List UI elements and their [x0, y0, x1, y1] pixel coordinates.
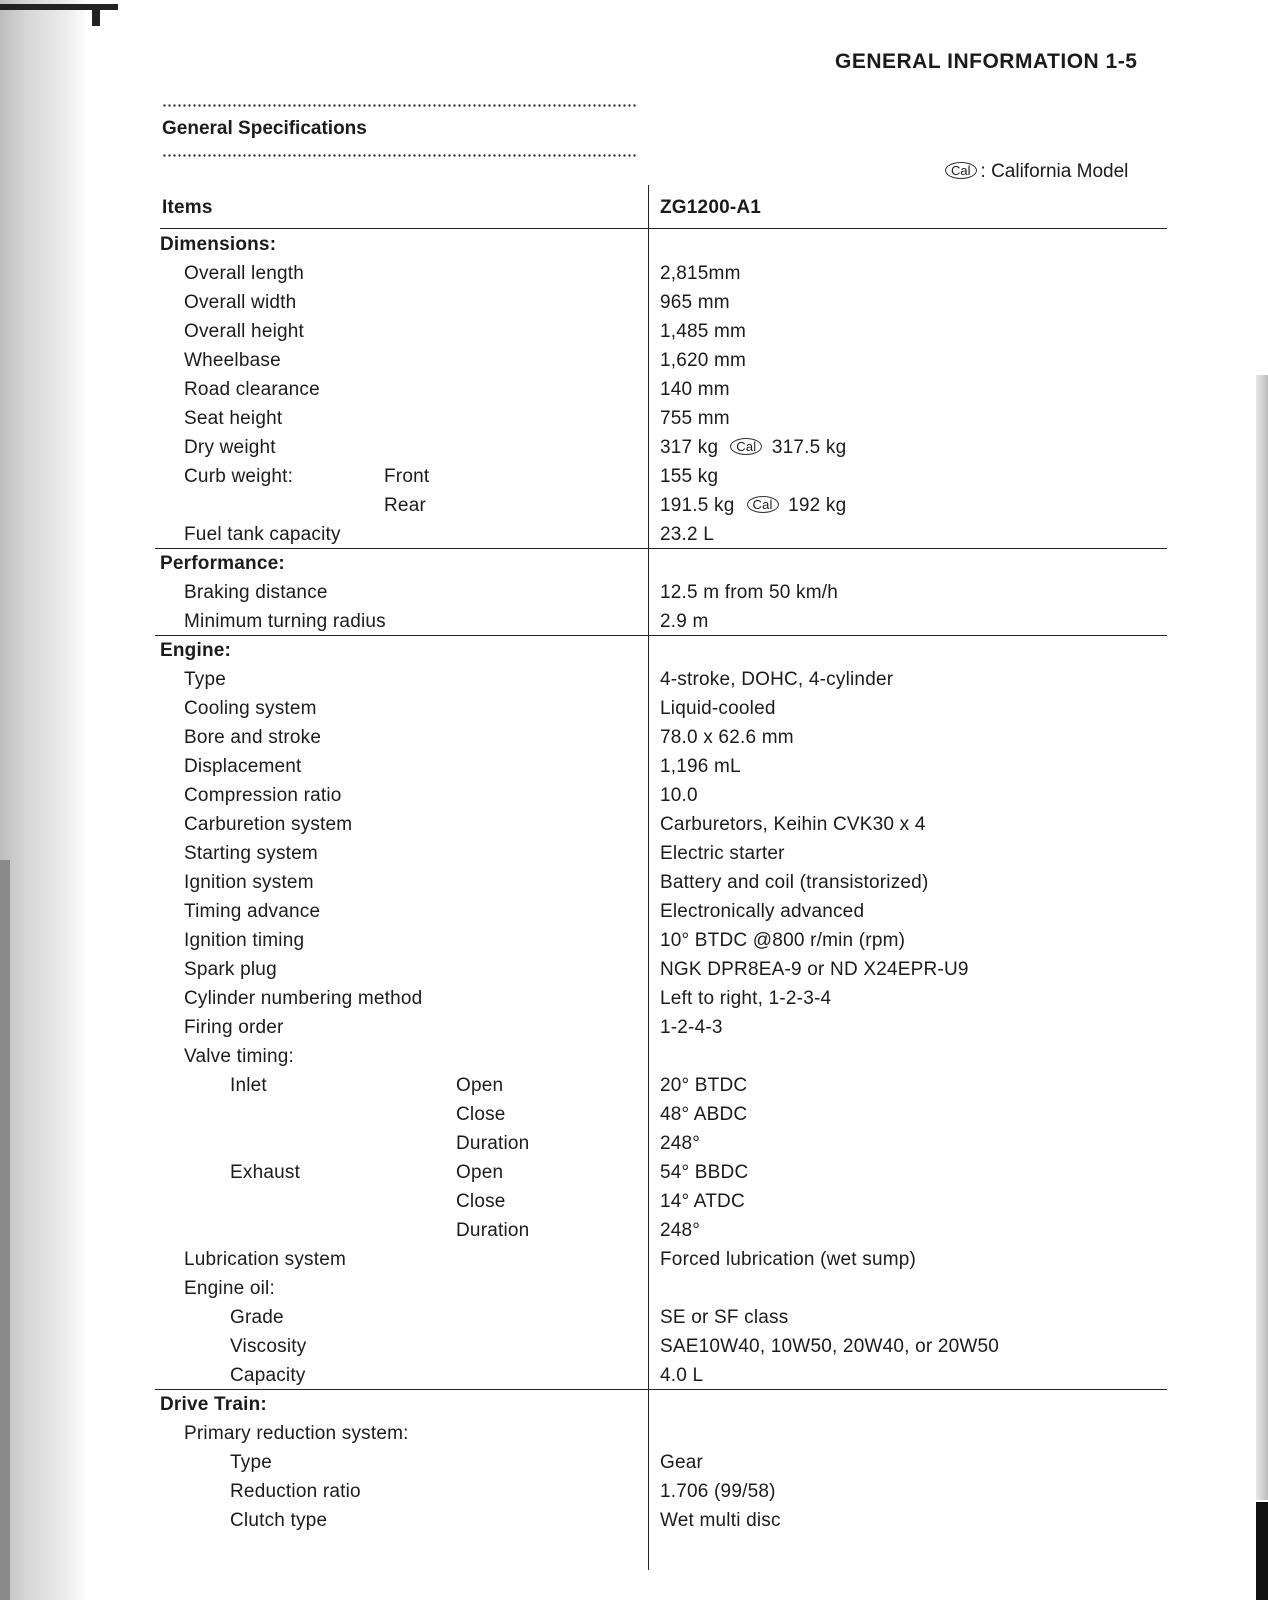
spec-item-label: Type: [184, 669, 226, 690]
running-head: GENERAL INFORMATION 1-5: [835, 50, 1138, 73]
spec-item-label: Firing order: [184, 1017, 284, 1038]
column-header-items: Items: [162, 197, 213, 218]
spec-value-text: 1,485 mm: [660, 321, 747, 342]
spec-value: [660, 436, 846, 460]
page-binding-shadow: [0, 0, 88, 1600]
spec-sub-label: Open: [456, 1075, 504, 1096]
dotted-rule-top: [162, 104, 638, 107]
spec-item-label: Wheelbase: [184, 350, 281, 371]
spec-value: [660, 262, 741, 286]
spec-value-text: Forced lubrication (wet sump): [660, 1249, 917, 1270]
section-divider: [155, 635, 1167, 636]
spec-value: [660, 755, 741, 779]
spec-value-text: 78.0 x 62.6 mm: [660, 727, 794, 748]
page-edge-mark: [1256, 1502, 1268, 1600]
spec-item-label: Starting system: [184, 843, 318, 864]
california-icon: Cal: [945, 162, 977, 179]
spec-item-label: Viscosity: [230, 1336, 307, 1357]
spec-sub-label: Front: [384, 466, 430, 487]
spec-value: [660, 1074, 747, 1098]
spec-value: [660, 842, 785, 866]
spec-sub-label: Open: [456, 1162, 504, 1183]
header-divider: [160, 228, 1167, 229]
spec-value: [660, 1509, 781, 1533]
binding-dark-strip: [0, 860, 10, 1600]
spec-value-text: Battery and coil (transistorized): [660, 872, 929, 893]
spec-item-label: Displacement: [184, 756, 302, 777]
page-edge-shadow: [1256, 375, 1268, 1500]
spec-value: [660, 1016, 723, 1040]
spec-value: [660, 929, 905, 953]
spec-value-text: Liquid-cooled: [660, 698, 776, 719]
spec-value-text: 10° BTDC @800 r/min (rpm): [660, 930, 906, 951]
spec-value: [660, 1161, 748, 1185]
spec-item-label: Lubrication system: [184, 1249, 347, 1270]
spec-value-text: 4.0 L: [660, 1365, 704, 1386]
spec-value-text: 1,196 mL: [660, 756, 741, 777]
spec-sub-label: Duration: [456, 1133, 530, 1154]
spec-value: [660, 1190, 745, 1214]
section-divider: [155, 1389, 1167, 1390]
spec-value: [660, 610, 709, 634]
spec-value: [660, 1364, 703, 1388]
california-value: 317.5 kg: [766, 437, 847, 458]
spec-item-label: Ignition timing: [184, 930, 305, 951]
spec-value: [660, 349, 746, 373]
spec-value-text: 12.5 m from 50 km/h: [660, 582, 839, 603]
spec-value-text: SE or SF class: [660, 1307, 789, 1328]
california-icon: Cal: [730, 438, 762, 455]
spec-value: [660, 958, 969, 982]
spec-item-label: Reduction ratio: [230, 1481, 361, 1502]
spec-value-text: NGK DPR8EA-9 or ND X24EPR-U9: [660, 959, 969, 980]
section-divider: [155, 548, 1167, 549]
spec-value-text: 20° BTDC: [660, 1075, 748, 1096]
spec-value-text: Gear: [660, 1452, 704, 1473]
spec-item-label: Ignition system: [184, 872, 314, 893]
spec-value: [660, 1103, 747, 1127]
corner-mark: [0, 0, 118, 14]
spec-value-text: SAE10W40, 10W50, 20W40, or 20W50: [660, 1336, 1000, 1357]
spec-value: [660, 407, 730, 431]
spec-value-text: Carburetors, Keihin CVK30 x 4: [660, 814, 926, 835]
spec-item-label: Seat height: [184, 408, 283, 429]
spec-value: [660, 494, 846, 518]
spec-value: [660, 1480, 776, 1504]
spec-value-text: 755 mm: [660, 408, 730, 429]
spec-item-label: Type: [230, 1452, 272, 1473]
spec-value-text: 317 kg: [660, 437, 719, 458]
spec-value: [660, 900, 864, 924]
spec-value-text: 2.9 m: [660, 611, 709, 632]
spec-value-text: 248°: [660, 1133, 701, 1154]
spec-item-label: Cooling system: [184, 698, 317, 719]
spec-item-label: Braking distance: [184, 582, 328, 603]
spec-item-label: Engine oil:: [184, 1278, 275, 1299]
spec-item-label: Grade: [230, 1307, 284, 1328]
spec-sub-label: Close: [456, 1191, 506, 1212]
dotted-rule-bottom: [162, 154, 638, 157]
spec-item-label: Exhaust: [230, 1162, 301, 1183]
spec-value-text: 54° BBDC: [660, 1162, 749, 1183]
spec-sub-label: Close: [456, 1104, 506, 1125]
spec-section-heading: Engine:: [160, 640, 232, 661]
spec-value: [660, 320, 746, 344]
spec-value-text: 1-2-4-3: [660, 1017, 723, 1038]
spec-item-label: Primary reduction system:: [184, 1423, 409, 1444]
spec-value-text: Electric starter: [660, 843, 785, 864]
spec-value: [660, 1451, 703, 1475]
spec-item-label: Valve timing:: [184, 1046, 294, 1067]
spec-item-label: Overall height: [184, 321, 305, 342]
spec-value-text: 48° ABDC: [660, 1104, 748, 1125]
spec-value-text: 23.2 L: [660, 524, 715, 545]
spec-value-text: 965 mm: [660, 292, 730, 313]
spec-value-text: 2,815mm: [660, 263, 741, 284]
spec-value: [660, 726, 794, 750]
spec-value: [660, 871, 928, 895]
spec-value: [660, 697, 776, 721]
spec-item-label: Inlet: [230, 1075, 267, 1096]
spec-value: [660, 668, 893, 692]
spec-value-text: Wet multi disc: [660, 1510, 781, 1531]
section-title: General Specifications: [162, 118, 367, 139]
california-legend-text: : California Model: [980, 161, 1129, 182]
spec-item-label: Capacity: [230, 1365, 306, 1386]
spec-item-label: Road clearance: [184, 379, 320, 400]
spec-item-label: Curb weight:: [184, 466, 294, 487]
spec-section-heading: Dimensions:: [160, 234, 277, 255]
spec-value: [660, 1306, 788, 1330]
spec-value-text: 10.0: [660, 785, 698, 806]
spec-item-label: Minimum turning radius: [184, 611, 386, 632]
spec-item-label: Dry weight: [184, 437, 276, 458]
spec-value: [660, 813, 926, 837]
california-value: 192 kg: [782, 495, 847, 516]
spec-value-text: 1.706 (99/58): [660, 1481, 776, 1502]
spec-section-heading: Performance:: [160, 553, 285, 574]
spec-value: [660, 1335, 999, 1359]
spec-value: [660, 987, 831, 1011]
spec-value: [660, 291, 730, 315]
column-header-model: ZG1200-A1: [660, 197, 762, 218]
spec-value-text: 191.5 kg: [660, 495, 735, 516]
spec-value: [660, 465, 718, 489]
spec-value-text: 248°: [660, 1220, 701, 1241]
spec-item-label: Cylinder numbering method: [184, 988, 423, 1009]
spec-sub-label: Rear: [384, 495, 426, 516]
spec-value: [660, 1248, 916, 1272]
spec-value: [660, 378, 730, 402]
spec-item-label: Clutch type: [230, 1510, 328, 1531]
california-icon: Cal: [747, 496, 779, 513]
spec-value-text: 14° ATDC: [660, 1191, 745, 1212]
spec-value: [660, 784, 698, 808]
spec-value-text: 155 kg: [660, 466, 719, 487]
spec-section-heading: Drive Train:: [160, 1394, 267, 1415]
spec-value: [660, 523, 714, 547]
spec-item-label: Bore and stroke: [184, 727, 322, 748]
spec-item-label: Carburetion system: [184, 814, 353, 835]
spec-item-label: Spark plug: [184, 959, 277, 980]
spec-value-text: 4-stroke, DOHC, 4-cylinder: [660, 669, 894, 690]
spec-item-label: Fuel tank capacity: [184, 524, 341, 545]
column-divider: [648, 185, 649, 1570]
spec-value: [660, 581, 838, 605]
spec-value-text: Electronically advanced: [660, 901, 865, 922]
spec-item-label: Compression ratio: [184, 785, 342, 806]
spec-value-text: 1,620 mm: [660, 350, 747, 371]
spec-value: [660, 1132, 700, 1156]
spec-item-label: Timing advance: [184, 901, 321, 922]
spec-value: [660, 1219, 700, 1243]
spec-value-text: Left to right, 1-2-3-4: [660, 988, 832, 1009]
california-legend: [945, 161, 1128, 183]
spec-item-label: Overall length: [184, 263, 305, 284]
spec-item-label: Overall width: [184, 292, 297, 313]
spec-sub-label: Duration: [456, 1220, 530, 1241]
spec-value-text: 140 mm: [660, 379, 730, 400]
